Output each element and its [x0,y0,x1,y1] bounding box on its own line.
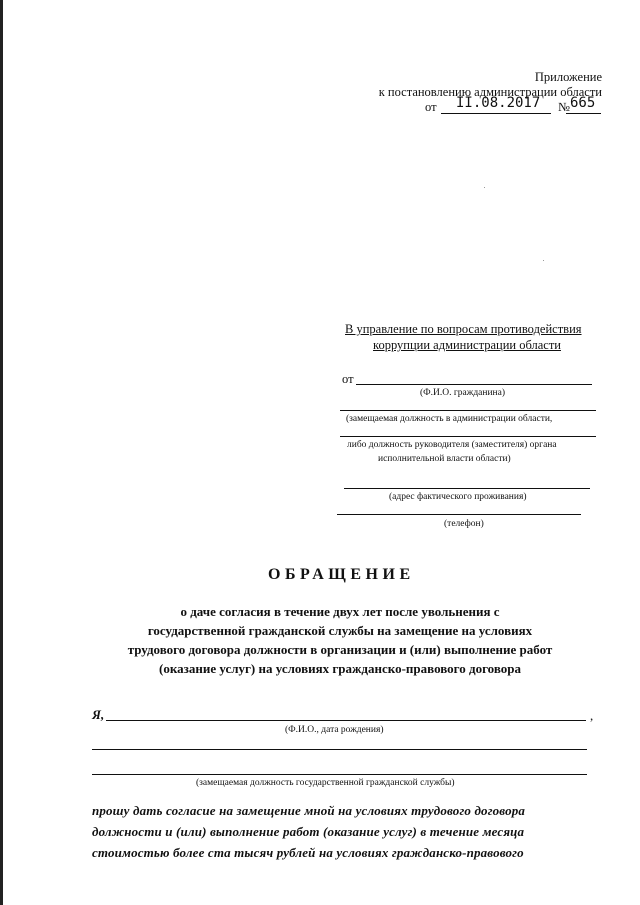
addressee-line1: В управление по вопросам противодействия [345,322,582,336]
number-label: № [558,100,570,114]
fio-dob-line [106,720,586,721]
service-position-line-2 [92,774,587,775]
date-underline [441,113,551,114]
address-line [344,488,590,489]
sender-from-label: от [342,372,354,386]
position-line [340,410,596,411]
appendix-label: Приложение [534,70,602,84]
position-line-2 [340,436,596,437]
fio-line [356,384,592,385]
date-from-label: от [425,100,437,114]
phone-line [337,514,581,515]
subtitle-line-4: (оказание услуг) на условиях гражданско-правового договора [159,661,521,676]
fio-dob-comma: , [590,708,594,723]
resolution-label: к постановлению администрации области [378,85,602,99]
request-line-3: стоимостью более ста тысяч рублей на условиях гражданско-правового [92,845,524,860]
service-position-line-1 [92,749,587,750]
fio-dob-caption: (Ф.И.О., дата рождения) [285,725,384,735]
document-title: ОБРАЩЕНИЕ [268,566,415,583]
position-caption-2: либо должность руководителя (заместителя) органа [347,440,557,450]
i-label: Я, [92,707,105,722]
position-caption-3: исполнительной власти области) [378,454,511,464]
request-line-2: должности и (или) выполнение работ (оказание услуг) в течение месяца [92,824,525,839]
number-underline [566,113,601,114]
service-position-caption: (замещаемая должность государственной гражданской службы) [196,778,455,788]
subtitle-line-2: государственной гражданской службы на замещение на условиях [147,623,533,638]
resolution-number: 665 [570,95,596,111]
address-caption: (адрес фактического проживания) [389,492,527,502]
fio-caption: (Ф.И.О. гражданина) [420,388,505,398]
subtitle-line-1: о даче согласия в течение двух лет после увольнения с [180,604,500,619]
position-caption-1: (замещаемая должность в администрации области, [346,414,553,424]
phone-caption: (телефон) [444,519,484,529]
scan-speck [484,187,485,188]
resolution-date: II.08.2017 [456,95,541,111]
subtitle-line-3: трудового договора должности в организации и (или) выполнение работ [127,642,553,657]
request-line-1: прошу дать согласие на замещение мной на условиях трудового договора [92,803,526,818]
addressee-line2: коррупции администрации области [373,338,561,352]
scan-speck [543,260,544,261]
scan-edge [0,0,3,905]
